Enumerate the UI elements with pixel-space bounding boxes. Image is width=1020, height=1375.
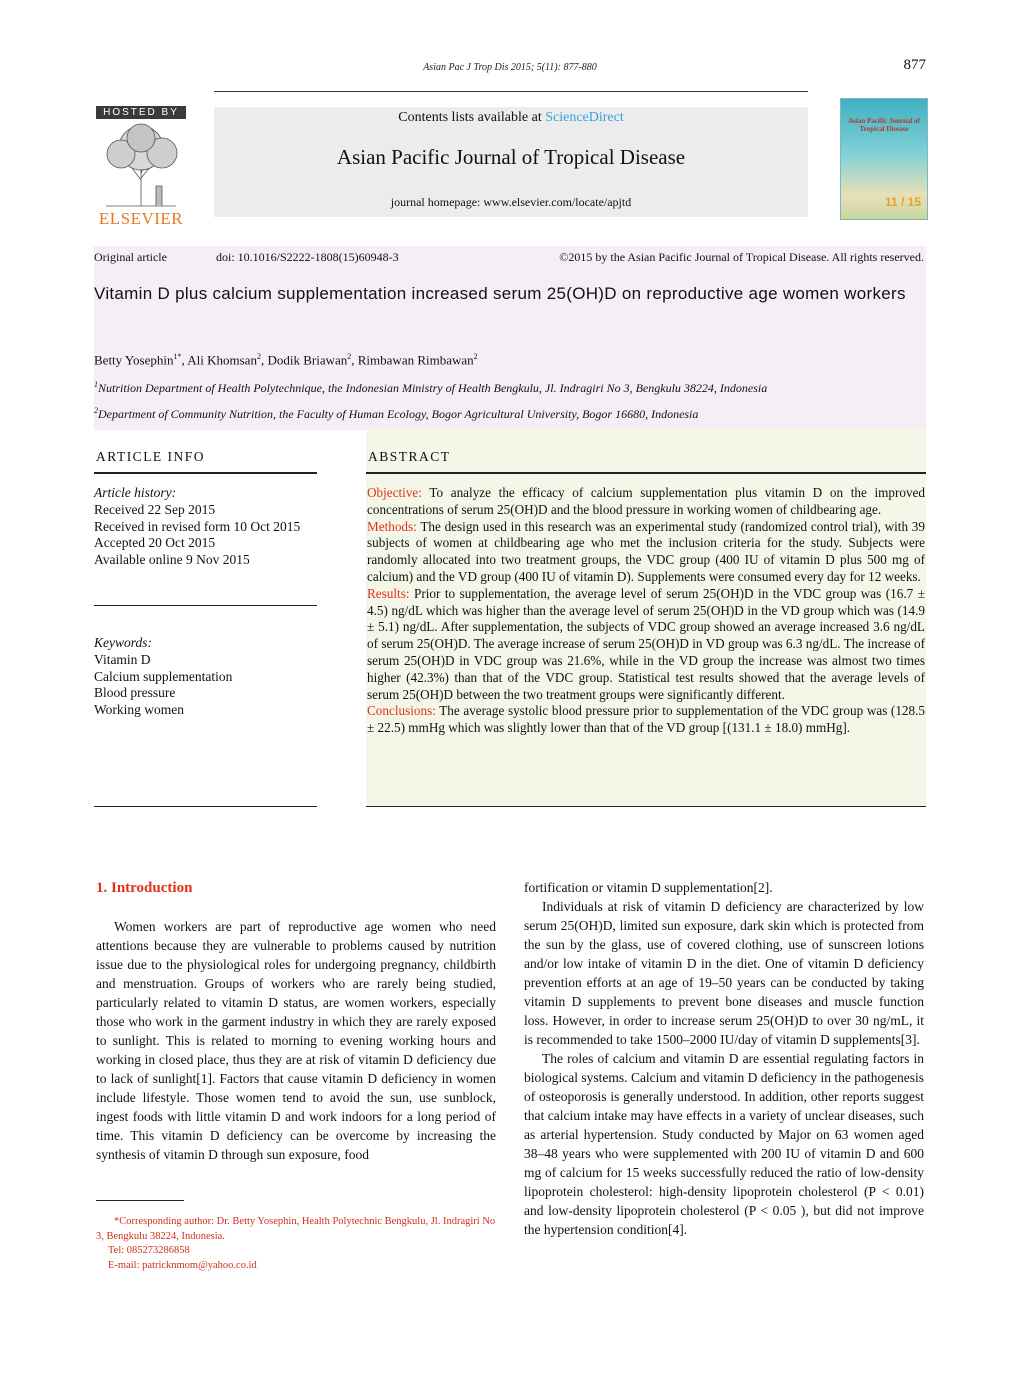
results-label: Results: xyxy=(367,585,410,601)
page-number: 877 xyxy=(903,57,926,73)
history-item: Accepted 20 Oct 2015 xyxy=(94,535,216,551)
history-rule xyxy=(94,605,317,606)
journal-cover-image xyxy=(840,98,928,220)
author-name: Ali Khomsan xyxy=(187,352,257,368)
article-title: Vitamin D plus calcium supplementation increased serum 25(OH)D on reproductive age women workers xyxy=(94,284,906,303)
abstract-conclusions xyxy=(367,703,925,737)
corresponding-author: *Corresponding author: Dr. Betty Yosephin, Health Polytechnic Bengkulu, Jl. Indragiri No 3, Bengkulu 38224, Indonesia. xyxy=(96,1216,496,1242)
conclusions-text: The average systolic blood pressure prior to supplementation of the VDC group was (128.5 ± 22.5) mmHg which was slightly lower than that of the VD group [(131.1 ± 18.0) mmHg]. xyxy=(367,703,925,736)
abstract-methods xyxy=(367,519,925,586)
affiliation-text: Department of Community Nutrition, the Faculty of Human Ecology, Bogor Agricultural University, Bogor 16680, Indonesia xyxy=(98,407,699,421)
article-history xyxy=(94,485,300,569)
cover-title: Asian Pacific Journal of Tropical Disease xyxy=(848,117,920,133)
author-name: Rimbawan Rimbawan xyxy=(357,352,474,368)
email[interactable]: E-mail: patricknmom@yahoo.co.id xyxy=(108,1259,257,1271)
hosted-by-label: HOSTED BY xyxy=(96,106,186,119)
affiliation-2 xyxy=(94,406,698,422)
journal-homepage[interactable]: journal homepage: www.elsevier.com/locate/apjtd xyxy=(390,195,632,209)
paragraph: Individuals at risk of vitamin D deficiency are characterized by low serum 25(OH)D, limited sun exposure, dark skin which is protected from the sun by the glass, use of covered clothing, use of sunscreen lotions and/or low intake of vitamin D in the diet. One of vitamin D deficiency prevention efforts at an age of 19–50 years can be conducted by taking vitamin D supplements to prevent bone diseases and muscle function loss. However, in order to increase serum 25(OH)D to over 30 ng/mL, it is recommended to take 1500–2000 IU/day of vitamin D supplements[3]. xyxy=(524,899,924,1047)
author-sup: 2 xyxy=(256,352,261,361)
history-item: Received 22 Sep 2015 xyxy=(94,501,216,517)
history-item: Received in revised form 10 Oct 2015 xyxy=(94,518,301,534)
results-text: Prior to supplementation, the average level of serum 25(OH)D in the VDC group was (16.7 ± 4.5) ng/dL which was higher than the average level of serum 25(OH)D in the VD group which was (14.9 ± 5.1) ng/dL. After supplementation, the subjects of VDC group showed an average increased 3.6 ng/dL of serum 25(OH)D. The average increase of serum 25(OH)D in VD group was 6.3 ng/dL. The increase of serum 25(OH)D in VDC group was 21.6%, while in the VD group the increase was almost two times higher (42.3%) than that of the VDC group. Statistical test results showed that the average levels of serum 25(OH)D between the two treatment groups were significantly different. xyxy=(367,585,925,702)
footnote-rule xyxy=(96,1200,184,1201)
abstract-objective xyxy=(367,485,925,519)
abstract-body xyxy=(367,485,925,737)
keywords-rule xyxy=(94,806,317,807)
history-item: Available online 9 Nov 2015 xyxy=(94,552,250,568)
paragraph: Women workers are part of reproductive age women who need attentions because they are vulnerable to problems caused by nutrition issue due to the physiological roles for undergoing pregnancy, childbirth and menstruation. Groups of workers who are rarely being studied, particularly related to vitamin D status, are women workers, especially those who work in the garment industry in which they are rarely exposed to sunlight. This is related to morning to evening working hours and working in closed place, thus they are at risk of vitamin D deficiency due to lack of sunlight[1]. Factors that cause vitamin D deficiency in women include lifestyle. Those women tend to avoid the sun, use sunblock, ingest foods with little vitamin D and work indoors for a long period of time. This vitamin D deficiency can be overcome by increasing the synthesis of vitamin D through sun exposure, food xyxy=(96,919,496,1162)
author-sup: 2 xyxy=(347,352,352,361)
journal-header-box xyxy=(214,107,808,217)
abstract-heading: ABSTRACT xyxy=(368,449,451,464)
keyword-item: Calcium supplementation xyxy=(94,668,233,684)
article-info-rule xyxy=(94,472,317,474)
contents-line xyxy=(214,110,808,126)
keyword-item: Working women xyxy=(94,702,185,718)
header-rule xyxy=(214,91,808,92)
author-name: Dodik Briawan xyxy=(267,352,348,368)
keyword-item: Blood pressure xyxy=(94,685,176,701)
tree-icon xyxy=(96,120,186,208)
abstract-bottom-rule xyxy=(366,806,926,807)
telephone: Tel: 085273286858 xyxy=(108,1245,190,1256)
sciencedirect-link[interactable]: ScienceDirect xyxy=(545,110,624,125)
article-type: Original article xyxy=(94,250,167,264)
methods-text: The design used in this research was an experimental study (randomized control trial), with 39 subjects of women at childbearing age who met the inclusion criteria for the study. Subjects were randomly allocated into two treatment groups, the VDC group (400 IU of vitamin D plus 500 mg of calcium) and the VD group (400 IU of vitamin D). Supplements were consumed every day for 12 weeks. xyxy=(367,518,925,584)
intro-left-column xyxy=(96,917,496,1164)
affiliation-sup: 1 xyxy=(94,380,98,389)
elsevier-wordmark: ELSEVIER xyxy=(98,209,184,228)
affiliation-sup: 2 xyxy=(94,406,98,415)
keyword-item: Vitamin D xyxy=(94,651,151,667)
contents-prefix: Contents lists available at xyxy=(398,110,546,125)
intro-right-column xyxy=(524,878,924,1239)
author-list: Betty Yosephin$^{1*}$, Ali Khomsan$^2$, Dodik Briawan$^2$, Rimbawan Rimbawan$^2$ xyxy=(94,352,478,368)
history-label: Article history: xyxy=(94,485,177,500)
paragraph: The roles of calcium and vitamin D are essential regulating factors in biological systems. Calcium and vitamin D deficiency in the pathogenesis of osteoporosis is generally understood. In addition, other reports suggest that calcium intake may have effects in a variety of unclear diseases, such as arterial hypertension. Study conducted by Major on 63 women aged 38–48 years who were supplemented with 200 IU of vitamin D and 600 mg of calcium for 15 weeks successfully reduced the ratio of low-density lipoprotein cholesterol: high-density lipoprotein cholesterol (P < 0.01) and low-density lipoprotein cholesterol (P < 0.05 ), but did not improve the hypertension condition[4]. xyxy=(524,1051,924,1237)
copyright: ©2015 by the Asian Pacific Journal of Tropical Disease. All rights reserved. xyxy=(559,250,924,264)
author-sup: 2 xyxy=(473,352,478,361)
running-head: Asian Pac J Trop Dis 2015; 5(11): 877-880 xyxy=(423,62,597,73)
affiliation-text: Nutrition Department of Health Polytechnique, the Indonesian Ministry of Health Bengkulu, Jl. Indragiri No 3, Bengkulu 38224, Indonesia xyxy=(98,381,768,395)
abstract-rule xyxy=(366,472,926,474)
affiliation-1 xyxy=(94,380,767,396)
objective-label: Objective: xyxy=(367,485,422,500)
corresponding-footnote xyxy=(96,1215,496,1273)
objective-text: To analyze the efficacy of calcium supplementation plus vitamin D on the improved concentrations of serum 25(OH)D and the blood pressure in working women of childbearing age. xyxy=(367,485,925,517)
cover-issue: 11 / 15 xyxy=(884,195,921,209)
doi[interactable]: doi: 10.1016/S2222-1808(15)60948-3 xyxy=(216,250,399,264)
introduction-heading: 1. Introduction xyxy=(96,880,193,896)
journal-title: Asian Pacific Journal of Tropical Disease xyxy=(336,145,686,169)
conclusions-label: Conclusions: xyxy=(367,703,436,719)
title-band xyxy=(94,246,926,430)
article-info-heading: ARTICLE INFO xyxy=(96,449,206,464)
publisher-logo xyxy=(96,106,186,226)
paragraph-continuation: fortification or vitamin D supplementation[2]. xyxy=(524,880,773,895)
author-name: Betty Yosephin xyxy=(94,352,174,368)
keywords xyxy=(94,635,232,719)
author-sup: 1* xyxy=(173,352,182,361)
keywords-label: Keywords: xyxy=(94,635,152,650)
methods-label: Methods: xyxy=(367,518,417,534)
abstract-results xyxy=(367,586,925,704)
